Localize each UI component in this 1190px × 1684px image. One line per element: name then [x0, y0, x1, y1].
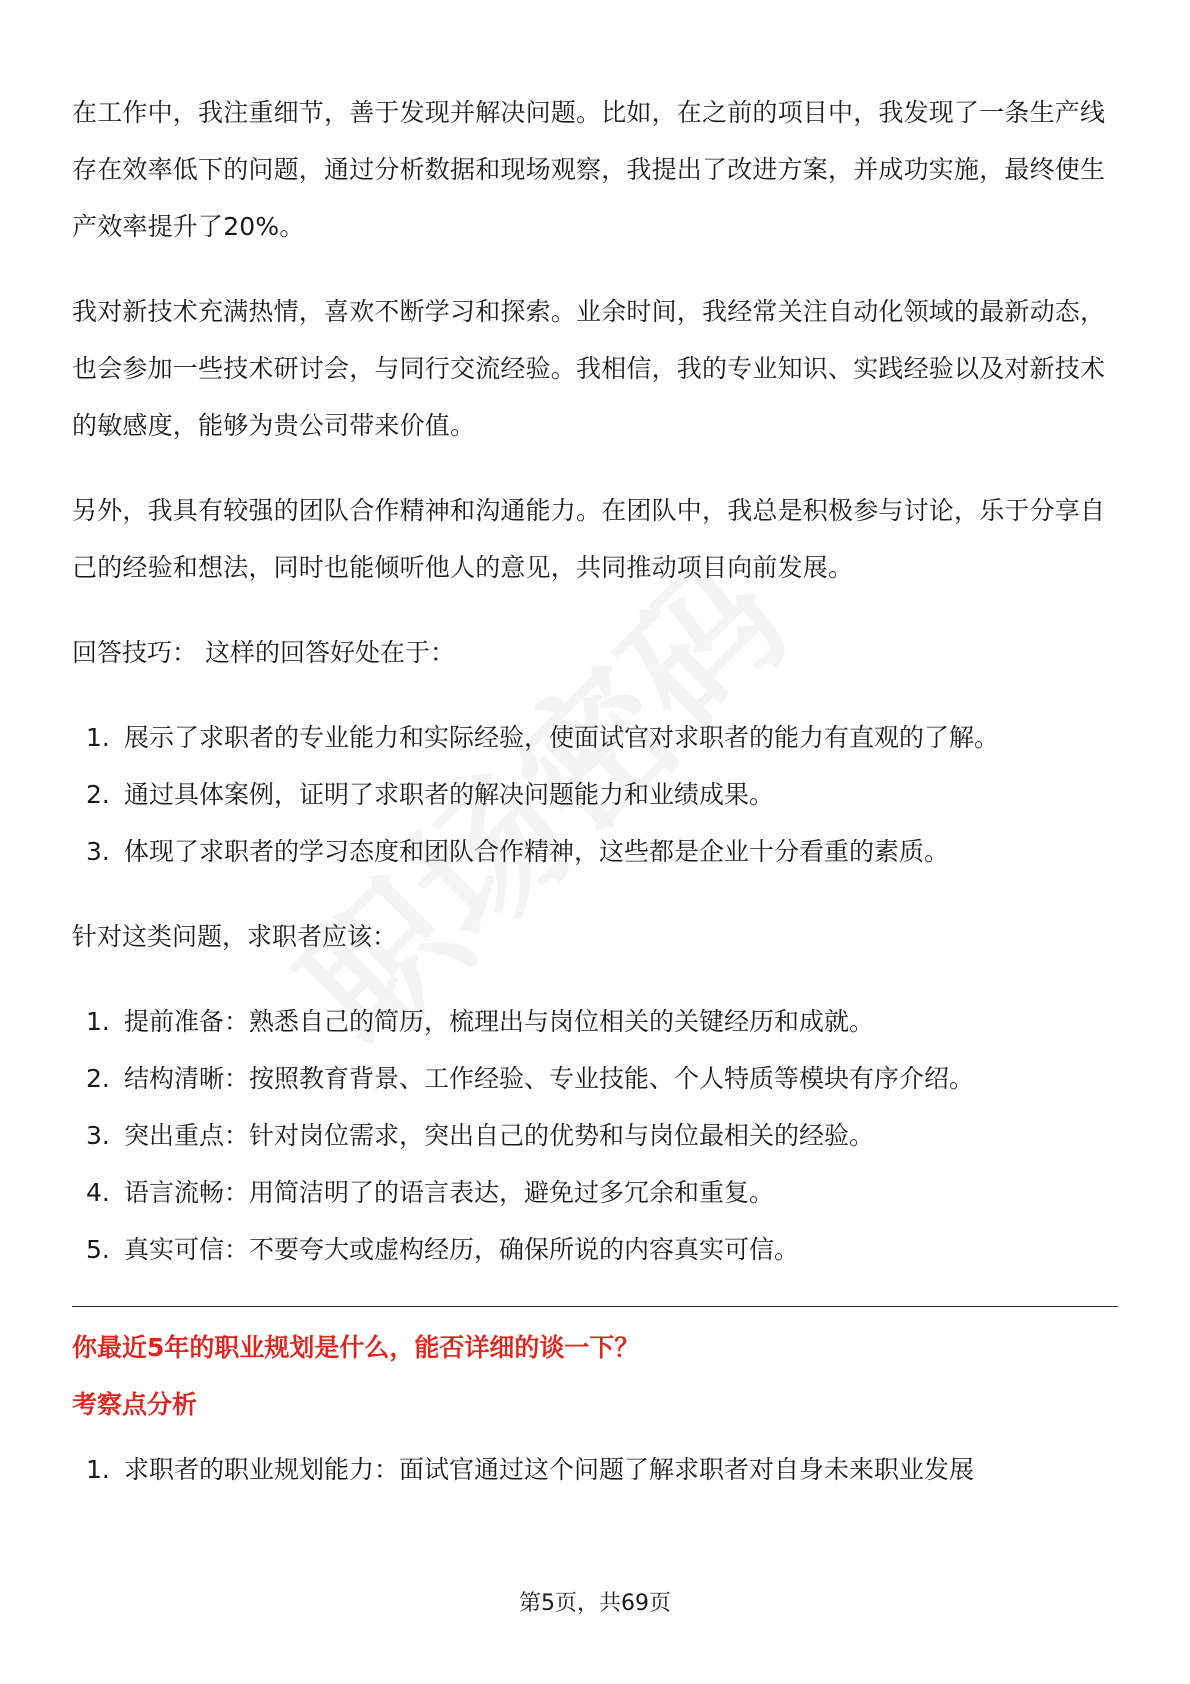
- document-page: [72, 84, 1118, 1526]
- list-number: 2.: [86, 1064, 110, 1093]
- list-item: [72, 709, 1118, 766]
- list-text: 真实可信：不要夸大或虚构经历，确保所说的内容真实可信。: [124, 1235, 800, 1264]
- list-item: [72, 1107, 1118, 1164]
- list-text: 体现了求职者的学习态度和团队合作精神，这些都是企业十分看重的素质。: [124, 837, 950, 866]
- advice-list: [72, 993, 1118, 1278]
- analysis-heading: 考察点分析: [72, 1390, 198, 1419]
- section-divider: [72, 1306, 1118, 1307]
- list-number: 4.: [86, 1178, 110, 1207]
- list-text: 结构清晰：按照教育背景、工作经验、专业技能、个人特质等模块有序介绍。: [124, 1064, 975, 1093]
- list-text: 求职者的职业规划能力：面试官通过这个问题了解求职者对自身未来职业发展: [124, 1455, 975, 1484]
- list-number: 1.: [86, 723, 110, 752]
- list-number: 3.: [86, 837, 110, 866]
- tips-label: 回答技巧： 这样的回答好处在于：: [72, 638, 455, 667]
- list-number: 2.: [86, 780, 110, 809]
- list-item: [72, 1050, 1118, 1107]
- list-item: [72, 1441, 1118, 1498]
- list-number: 1.: [86, 1455, 110, 1484]
- analysis-list: [72, 1441, 1118, 1498]
- list-item: [72, 993, 1118, 1050]
- list-text: 提前准备：熟悉自己的简历，梳理出与岗位相关的关键经历和成就。: [124, 1007, 875, 1036]
- advice-label: 针对这类问题，求职者应该：: [72, 922, 398, 951]
- list-item: [72, 823, 1118, 880]
- list-item: [72, 766, 1118, 823]
- page-footer: 第5页，共69页: [519, 1591, 671, 1616]
- paragraph-1: 在工作中，我注重细节，善于发现并解决问题。比如，在之前的项目中，我发现了一条生产线存在效率低下的问题，通过分析数据和现场观察，我提出了改进方案，并成功实施，最终使生产效率提升了20%。: [72, 98, 1106, 241]
- tips-list: [72, 709, 1118, 880]
- list-text: 语言流畅：用简洁明了的语言表达，避免过多冗余和重复。: [124, 1178, 775, 1207]
- list-number: 1.: [86, 1007, 110, 1036]
- list-number: 5.: [86, 1235, 110, 1264]
- question-heading: 你最近5年的职业规划是什么，能否详细的谈一下？: [72, 1333, 640, 1362]
- list-text: 通过具体案例，证明了求职者的解决问题能力和业绩成果。: [124, 780, 775, 809]
- list-text: 展示了求职者的专业能力和实际经验，使面试官对求职者的能力有直观的了解。: [124, 723, 1000, 752]
- list-item: [72, 1221, 1118, 1278]
- list-text: 突出重点：针对岗位需求，突出自己的优势和与岗位最相关的经验。: [124, 1121, 875, 1150]
- paragraph-2: 我对新技术充满热情，喜欢不断学习和探索。业余时间，我经常关注自动化领域的最新动态，也会参加一些技术研讨会，与同行交流经验。我相信，我的专业知识、实践经验以及对新技术的敏感度，能够为贵公司带来价值。: [72, 297, 1106, 440]
- paragraph-3: 另外，我具有较强的团队合作精神和沟通能力。在团队中，我总是积极参与讨论，乐于分享自己的经验和想法，同时也能倾听他人的意见，共同推动项目向前发展。: [72, 496, 1106, 582]
- list-item: [72, 1164, 1118, 1221]
- list-number: 3.: [86, 1121, 110, 1150]
